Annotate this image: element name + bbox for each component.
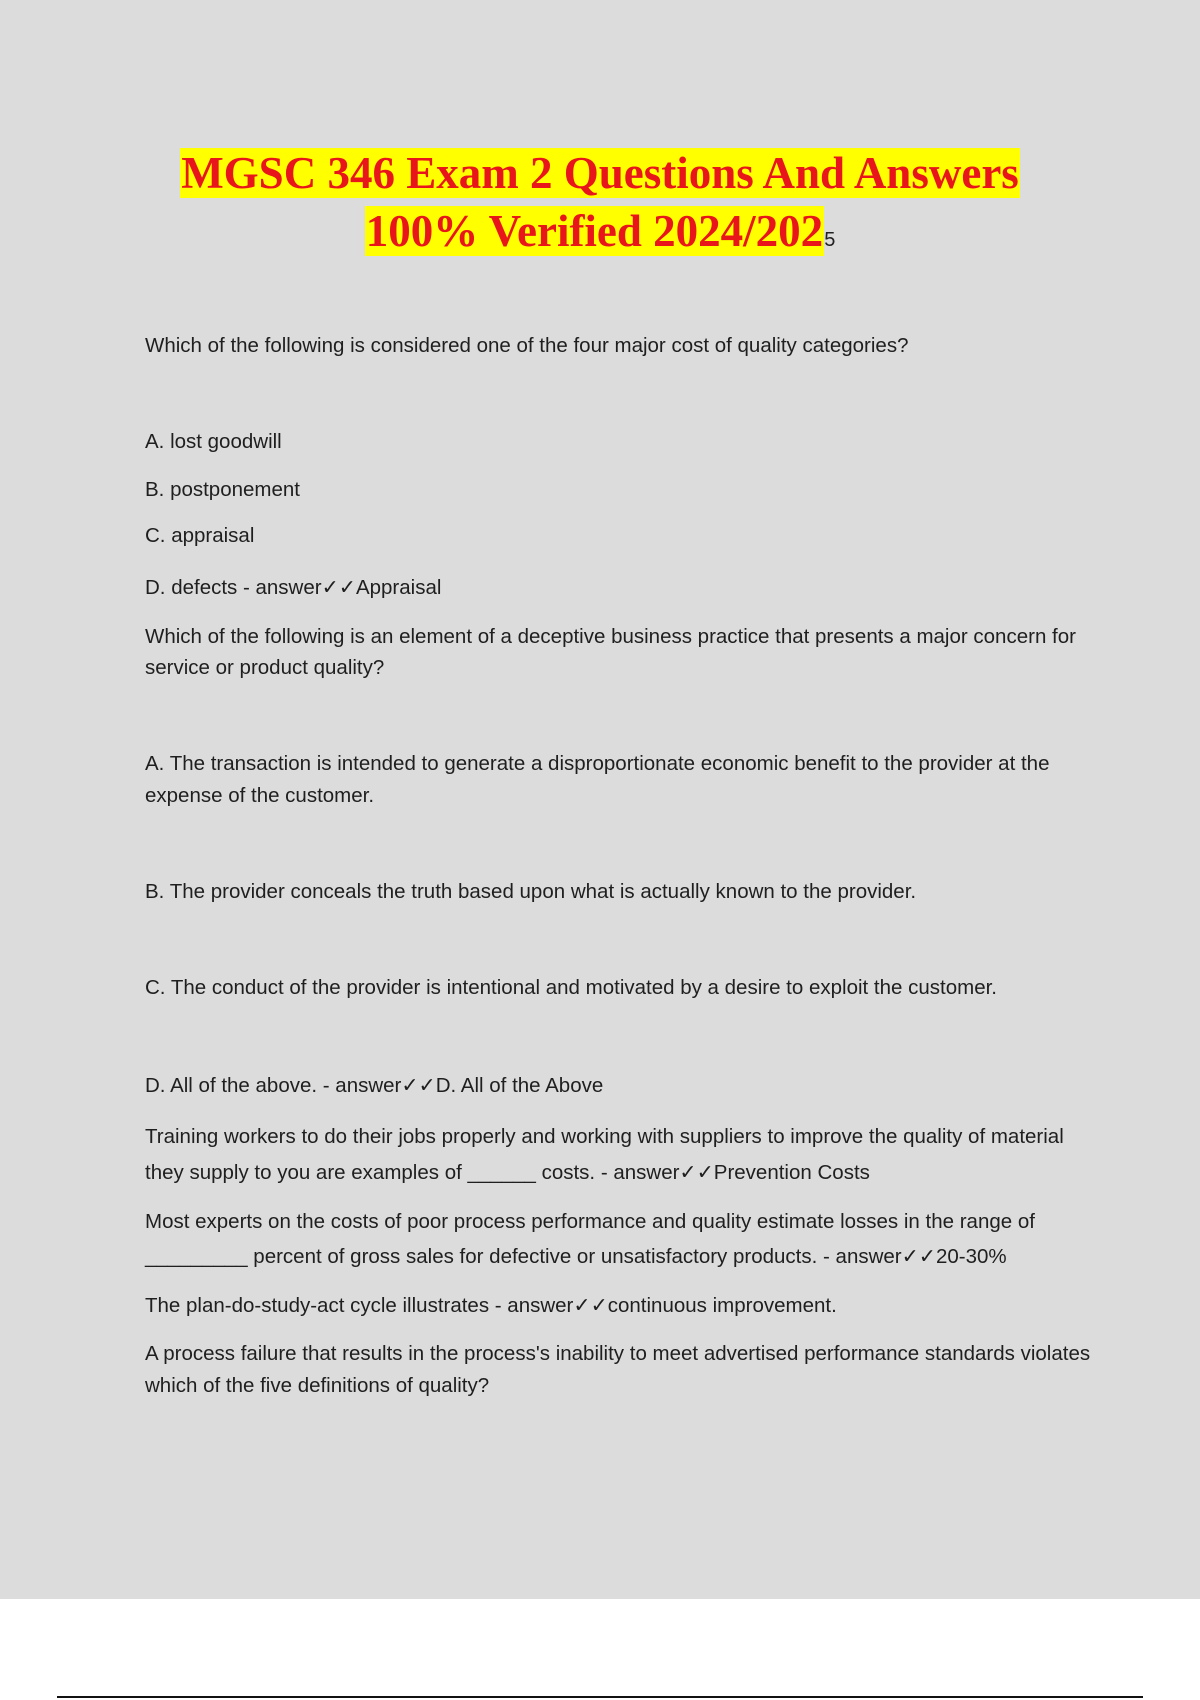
question-1-option-a: A. lost goodwill	[145, 430, 282, 453]
title-line-2-text: 100% Verified 2024/202	[365, 206, 824, 256]
question-2-option-b: B. The provider conceals the truth based upon what is actually known to the provider.	[145, 880, 917, 903]
question-4-text-answer: Most experts on the costs of poor process performance and quality estimate losses in the range of _________ percent of gross sales for defective or unsatisfactory products. - answer✓✓20-30%	[145, 1210, 1035, 1268]
question-1-text: Which of the following is considered one of the four major cost of quality categories?	[145, 334, 909, 357]
document-title	[0, 144, 1200, 269]
footer-divider	[57, 1696, 1143, 1698]
question-1-option-b: B. postponement	[145, 478, 300, 501]
question-5-text-answer: The plan-do-study-act cycle illustrates - answer✓✓continuous improvement.	[145, 1294, 837, 1317]
question-2-option-a: A. The transaction is intended to generate a disproportionate economic benefit to the provider at the expense of the customer.	[145, 752, 1050, 807]
question-1-option-d-answer: D. defects - answer✓✓Appraisal	[145, 576, 442, 599]
title-line-2	[0, 202, 1200, 269]
question-2-option-d-answer: D. All of the above. - answer✓✓D. All of the Above	[145, 1074, 604, 1097]
question-3-text-answer: Training workers to do their jobs properly and working with suppliers to improve the quality of material they supply to you are examples of ______ costs. - answer✓✓Prevention Costs	[145, 1125, 1064, 1184]
title-line-1-text: MGSC 346 Exam 2 Questions And Answers	[181, 148, 1019, 198]
title-line-1	[0, 144, 1200, 202]
question-2-option-c: C. The conduct of the provider is intentional and motivated by a desire to exploit the customer.	[145, 976, 997, 999]
question-6-text: A process failure that results in the process's inability to meet advertised performance standards violates which of the five definitions of quality?	[145, 1342, 1091, 1397]
question-2-text: Which of the following is an element of a deceptive business practice that presents a major concern for service or product quality?	[145, 625, 1076, 679]
title-suffix: 5	[824, 229, 836, 251]
question-1-option-c: C. appraisal	[145, 524, 255, 547]
